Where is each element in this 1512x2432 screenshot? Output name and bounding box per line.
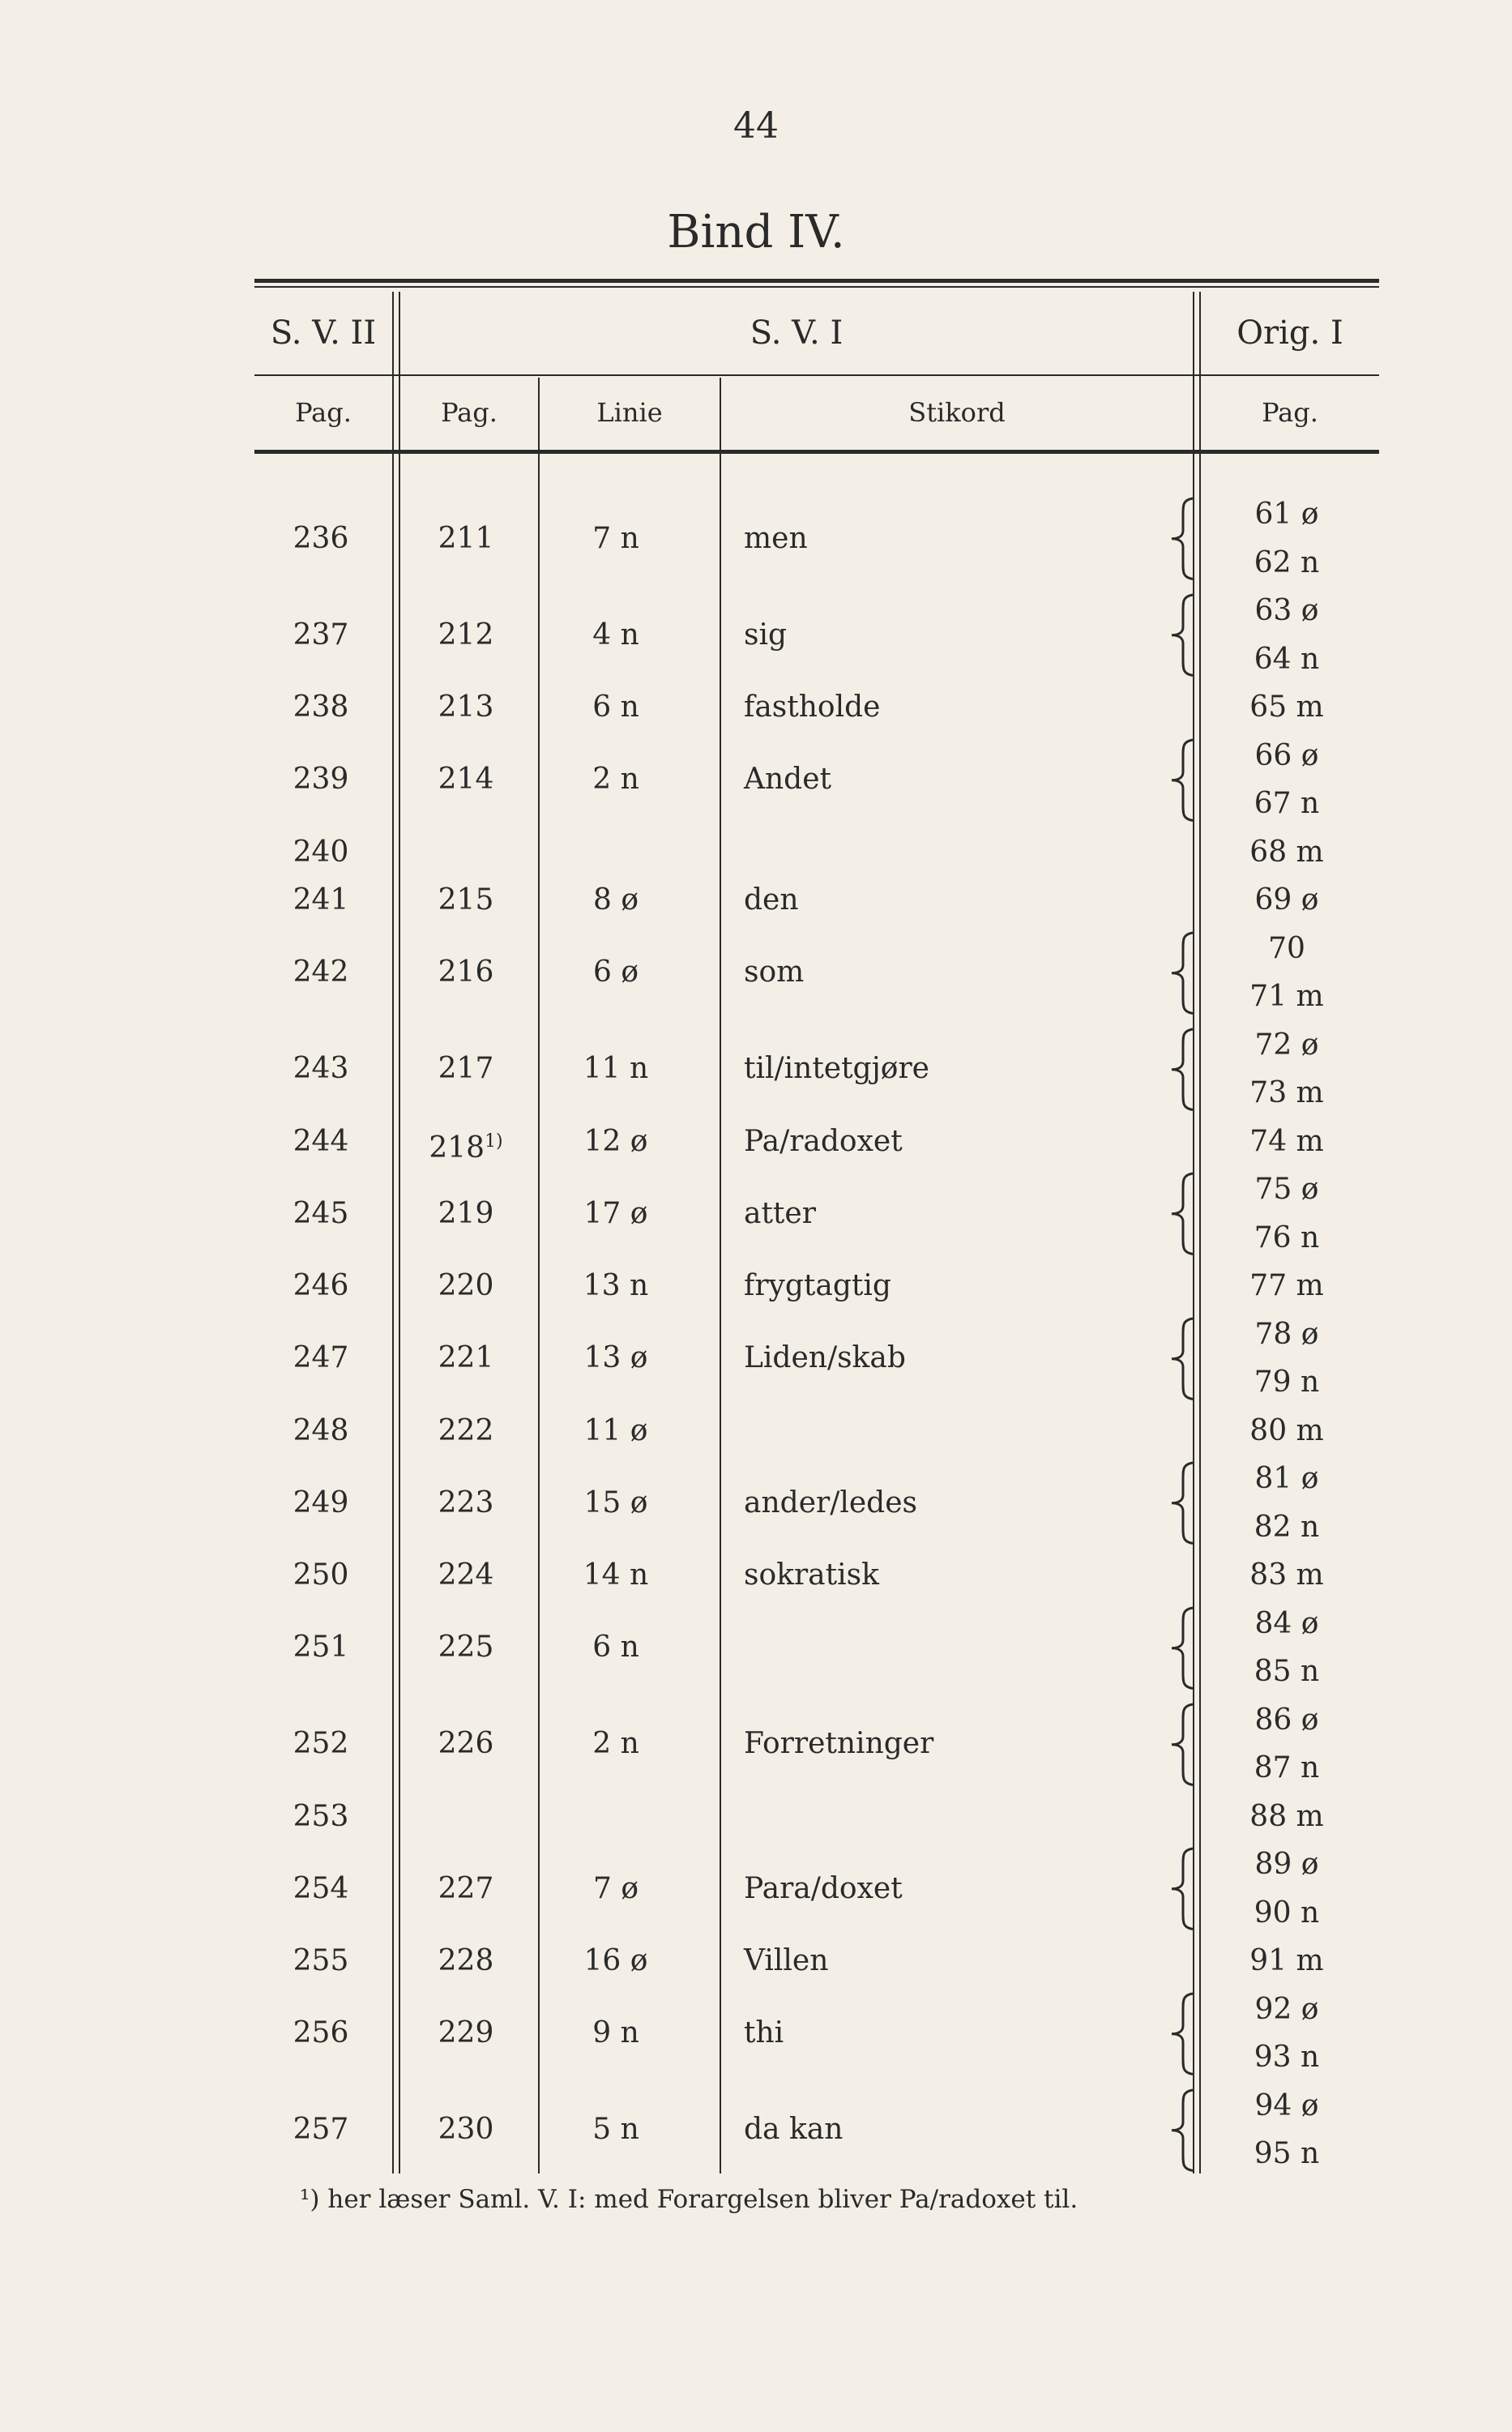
row-orig-pag: 85 n (1254, 1655, 1320, 1688)
row-orig-pag: 91 m (1249, 1944, 1324, 1977)
row-orig-pag: 92 ø (1254, 1992, 1319, 2026)
row-orig-pag: 61 ø (1254, 498, 1319, 531)
row-linie: 6 n (592, 690, 639, 724)
row-orig-pag: 90 n (1254, 1896, 1320, 1930)
row-pag-sv2: 253 (293, 1799, 349, 1833)
header-bottom-rule (254, 450, 1379, 454)
row-pag-sv2: 249 (293, 1485, 349, 1519)
row-linie: 4 n (592, 618, 639, 652)
brace-icon (1165, 931, 1202, 1015)
row-orig-pag: 62 n (1254, 545, 1320, 579)
row-pag-sv1: 213 (438, 690, 494, 724)
divider-stikord (720, 378, 721, 2173)
row-pag-sv2: 240 (293, 835, 349, 869)
row-pag-sv2: 242 (293, 955, 349, 989)
brace-icon (1165, 2088, 1202, 2173)
row-stikord: ander/ledes (744, 1485, 917, 1519)
row-pag-sv2: 237 (293, 618, 349, 652)
row-pag-sv1: 229 (438, 2016, 494, 2050)
row-stikord: som (744, 955, 805, 989)
brace-icon (1165, 1461, 1202, 1545)
page-number: 44 (733, 105, 779, 147)
row-pag-sv2: 255 (293, 1944, 349, 1977)
brace-icon (1165, 1847, 1202, 1931)
row-pag-sv1: 225 (438, 1631, 494, 1665)
brace-icon (1165, 1703, 1202, 1787)
row-pag-sv2: 236 (293, 521, 349, 555)
top-rule-thin (254, 286, 1379, 288)
brace-icon (1165, 1317, 1202, 1401)
row-orig-pag: 68 m (1249, 835, 1324, 869)
row-pag-sv2: 247 (293, 1341, 349, 1375)
row-orig-pag: 84 ø (1254, 1606, 1319, 1640)
row-pag-sv2: 244 (293, 1124, 349, 1158)
row-orig-pag: 69 ø (1254, 883, 1319, 917)
row-stikord: sokratisk (744, 1558, 879, 1592)
row-orig-pag: 86 ø (1254, 1703, 1319, 1737)
row-orig-pag: 88 m (1249, 1799, 1324, 1833)
row-stikord: frygtagtig (744, 1269, 891, 1302)
row-stikord: sig (744, 618, 788, 652)
row-pag-sv1: 219 (438, 1196, 494, 1230)
row-orig-pag: 87 n (1254, 1751, 1320, 1784)
row-pag-sv2: 245 (293, 1196, 349, 1230)
row-stikord: men (744, 521, 808, 555)
row-pag-sv2: 243 (293, 1052, 349, 1086)
divider-sv2 (392, 292, 394, 2173)
row-linie: 11 ø (583, 1413, 648, 1447)
header-sv2: S. V. II (270, 314, 377, 352)
header-sv1: S. V. I (750, 314, 844, 352)
row-orig-pag: 94 ø (1254, 2088, 1319, 2122)
footnote: ¹) her læser Saml. V. I: med Forargelsen bliver Pa/radoxet til. (300, 2185, 1078, 2214)
row-stikord: fastholde (744, 690, 881, 724)
row-orig-pag: 79 n (1254, 1366, 1320, 1399)
row-linie: 9 n (592, 2016, 639, 2050)
row-stikord: Pa/radoxet (744, 1124, 903, 1158)
row-orig-pag: 70 (1268, 931, 1305, 965)
row-orig-pag: 72 ø (1254, 1028, 1319, 1062)
row-orig-pag: 66 ø (1254, 738, 1319, 772)
row-stikord: da kan (744, 2113, 844, 2147)
row-pag-sv2: 241 (293, 883, 349, 917)
row-pag-sv1: 228 (438, 1944, 494, 1977)
row-pag-sv1: 218$^{1)}$ (429, 1131, 503, 1165)
row-linie: 8 ø (592, 883, 639, 917)
row-pag-sv1: 224 (438, 1558, 494, 1592)
row-linie: 2 n (592, 763, 639, 797)
row-orig-pag: 65 m (1249, 690, 1324, 724)
row-linie: 5 n (592, 2113, 639, 2147)
row-orig-pag: 63 ø (1254, 594, 1319, 627)
row-linie: 11 n (583, 1052, 649, 1086)
row-orig-pag: 71 m (1249, 980, 1324, 1013)
row-linie: 14 n (583, 1558, 649, 1592)
brace-icon (1165, 738, 1202, 823)
brace-icon (1165, 1992, 1202, 2076)
row-stikord: Liden/skab (744, 1341, 906, 1375)
row-linie: 15 ø (583, 1485, 648, 1519)
row-stikord: Para/doxet (744, 1871, 903, 1905)
brace-icon (1165, 497, 1202, 581)
row-orig-pag: 83 m (1249, 1558, 1324, 1592)
row-linie: 17 ø (583, 1196, 648, 1230)
row-orig-pag: 78 ø (1254, 1317, 1319, 1351)
sub-pag-sv1: Pag. (441, 397, 498, 428)
row-pag-sv1: 217 (438, 1052, 494, 1086)
sub-linie: Linie (596, 397, 663, 428)
row-pag-sv1: 220 (438, 1269, 494, 1302)
brace-icon (1165, 1172, 1202, 1256)
row-orig-pag: 82 n (1254, 1510, 1320, 1544)
brace-icon (1165, 1606, 1202, 1690)
row-linie: 6 n (592, 1631, 639, 1665)
volume-title: Bind IV. (667, 206, 845, 259)
row-orig-pag: 74 m (1249, 1124, 1324, 1158)
row-stikord: thi (744, 2016, 784, 2050)
sub-pag-sv2: Pag. (295, 397, 352, 428)
group-rule (254, 374, 1379, 376)
sub-stikord: Stikord (908, 397, 1006, 428)
row-pag-sv2: 254 (293, 1871, 349, 1905)
row-pag-sv1: 212 (438, 618, 494, 652)
row-pag-sv1: 215 (438, 883, 494, 917)
row-orig-pag: 75 ø (1254, 1173, 1319, 1206)
row-pag-sv1: 226 (438, 1727, 494, 1761)
row-pag-sv1: 221 (438, 1341, 494, 1375)
row-pag-sv2: 246 (293, 1269, 349, 1302)
row-stikord: Forretninger (744, 1727, 934, 1761)
row-stikord: atter (744, 1196, 816, 1230)
row-pag-sv2: 256 (293, 2016, 349, 2050)
row-pag-sv2: 252 (293, 1727, 349, 1761)
row-linie: 6 ø (592, 955, 639, 989)
footnote-ref: 1) (485, 1131, 503, 1152)
row-linie: 12 ø (583, 1124, 648, 1158)
row-linie: 16 ø (583, 1944, 648, 1977)
row-orig-pag: 76 n (1254, 1220, 1320, 1254)
row-pag-sv2: 250 (293, 1558, 349, 1592)
row-orig-pag: 81 ø (1254, 1462, 1319, 1495)
row-pag-sv2: 257 (293, 2113, 349, 2147)
row-orig-pag: 89 ø (1254, 1848, 1319, 1881)
row-pag-sv1: 214 (438, 763, 494, 797)
row-stikord: den (744, 883, 799, 917)
row-pag-sv1: 230 (438, 2113, 494, 2147)
row-stikord: Andet (744, 763, 831, 797)
brace-icon (1165, 593, 1202, 677)
row-pag-sv2: 239 (293, 763, 349, 797)
row-orig-pag: 77 m (1249, 1269, 1324, 1302)
row-stikord: til/intetgjøre (744, 1052, 929, 1086)
header-orig: Orig. I (1237, 314, 1343, 352)
row-pag-sv1: 223 (438, 1485, 494, 1519)
row-linie: 13 ø (583, 1341, 648, 1375)
row-pag-sv1: 227 (438, 1871, 494, 1905)
sub-pag-orig: Pag. (1262, 397, 1318, 428)
row-linie: 13 n (583, 1269, 649, 1302)
row-stikord: Villen (744, 1944, 829, 1977)
row-orig-pag: 80 m (1249, 1413, 1324, 1447)
row-orig-pag: 67 n (1254, 787, 1320, 820)
row-linie: 7 n (592, 521, 639, 555)
row-orig-pag: 73 m (1249, 1076, 1324, 1109)
row-pag-sv2: 251 (293, 1631, 349, 1665)
row-pag-sv1: 222 (438, 1413, 494, 1447)
brace-icon (1165, 1028, 1202, 1112)
row-pag-sv2: 238 (293, 690, 349, 724)
row-orig-pag: 93 n (1254, 2041, 1320, 2074)
row-orig-pag: 64 n (1254, 642, 1320, 676)
top-rule (254, 279, 1379, 283)
row-pag-sv2: 248 (293, 1413, 349, 1447)
row-orig-pag: 95 n (1254, 2137, 1320, 2170)
row-pag-sv1: 216 (438, 955, 494, 989)
row-pag-sv1: 211 (438, 521, 494, 555)
row-linie: 2 n (592, 1727, 639, 1761)
row-linie: 7 ø (592, 1871, 639, 1905)
